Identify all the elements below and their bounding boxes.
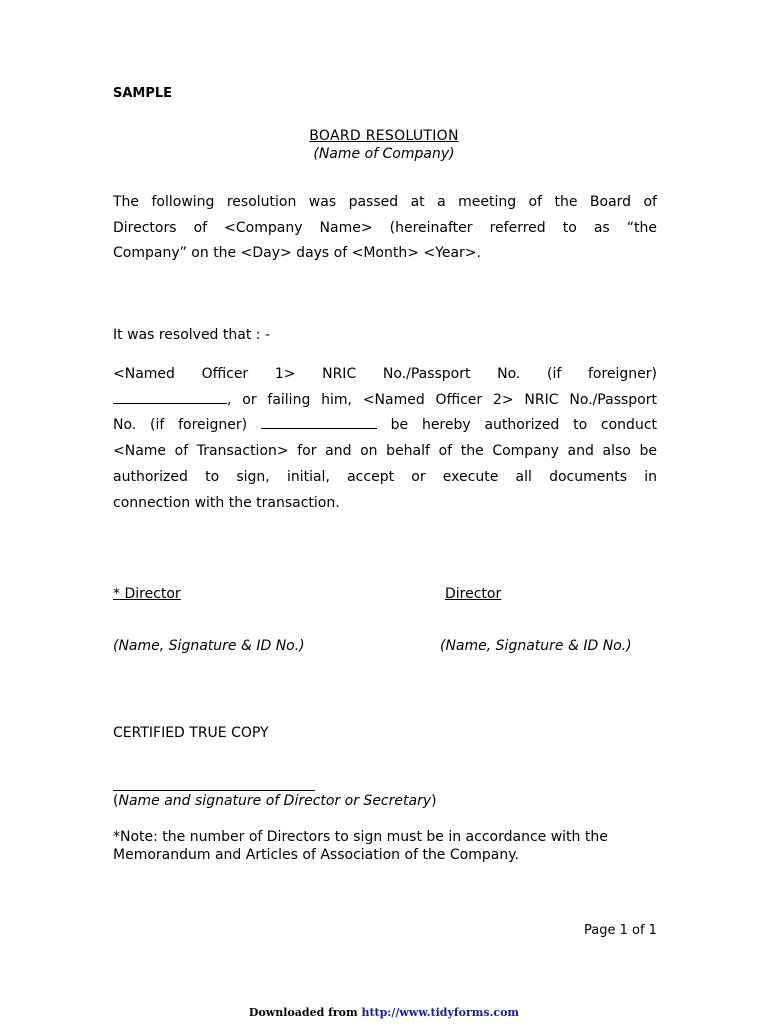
resolution-line: authorized to sign, initial, accept or execute all documents in [113, 468, 657, 485]
signature-line [113, 790, 315, 791]
caption-paren: ( [113, 793, 119, 809]
sample-label: SAMPLE [113, 86, 173, 101]
director-signature-label: Director [445, 586, 502, 602]
director-signature-note: (Name, Signature & ID No.) [113, 638, 305, 654]
intro-line: Company” on the <Day> days of <Month> <Year>. [113, 245, 481, 262]
intro-paragraph [113, 190, 657, 267]
signature-caption [113, 793, 437, 809]
document-title: BOARD RESOLUTION [309, 128, 459, 144]
download-prefix: Downloaded from [248, 1006, 358, 1019]
resolution-line: <Named Officer 1> NRIC No./Passport No. (if foreigner) [113, 366, 657, 382]
resolution-line [113, 388, 657, 414]
caption-paren: ) [431, 793, 437, 809]
resolution-line: connection with the transaction. [113, 494, 340, 511]
caption-text: Name and signature of Director or Secretary [118, 793, 432, 809]
director-signature-note: (Name, Signature & ID No.) [440, 638, 632, 654]
footnote-line: Memorandum and Articles of Association of the Company. [113, 847, 519, 863]
resolution-line [113, 413, 657, 439]
resolution-paragraph [113, 362, 657, 516]
officer-1-id-blank [113, 389, 227, 404]
resolution-text: be hereby authorized to conduct [390, 417, 657, 434]
document-subtitle: (Name of Company) [313, 146, 455, 162]
resolution-text: No. (if foreigner) [113, 417, 248, 434]
resolved-statement: It was resolved that : - [113, 327, 270, 343]
director-signature-label: * Director [113, 586, 181, 602]
intro-line: Directors of <Company Name> (hereinafter referred to as “the [113, 219, 657, 236]
certified-true-copy: CERTIFIED TRUE COPY [113, 725, 269, 741]
footnote-line: *Note: the number of Directors to sign must be in accordance with the [113, 829, 608, 845]
footnote [113, 828, 673, 864]
resolution-text: , or failing him, <Named Officer 2> NRIC No./Passport [227, 391, 657, 408]
officer-2-id-blank [261, 414, 377, 429]
resolution-line: <Name of Transaction> for and on behalf of the Company and also be [113, 443, 657, 460]
download-footer [0, 1006, 768, 1019]
page-number: Page 1 of 1 [584, 923, 657, 938]
download-link[interactable]: http://www.tidyforms.com [361, 1006, 520, 1019]
intro-line: The following resolution was passed at a meeting of the Board of [113, 194, 657, 210]
